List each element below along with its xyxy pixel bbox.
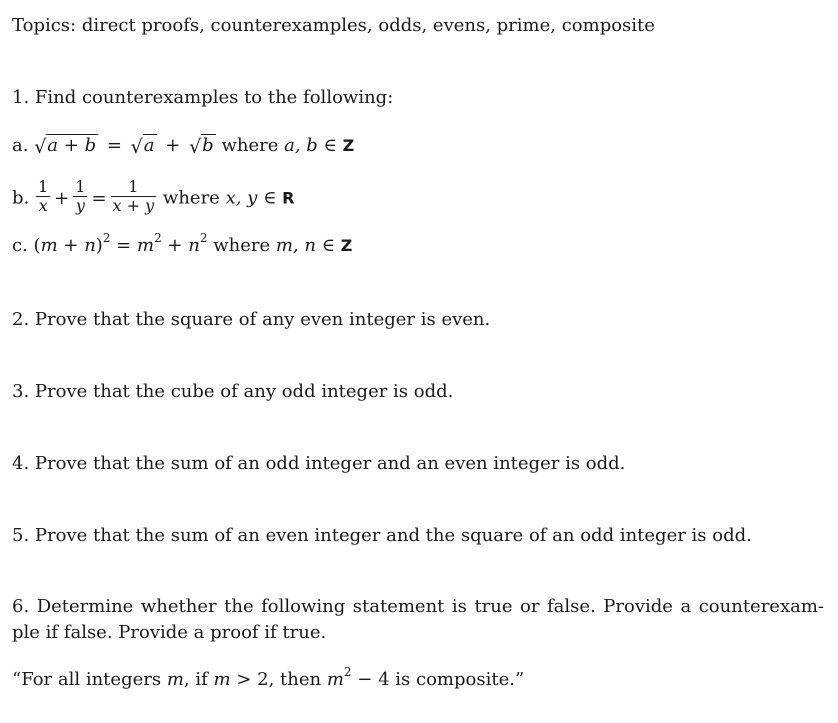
- q1b-label: b.: [12, 187, 30, 209]
- q1-item-a: a. √a + b = √a + √b where a, b ∈ Z: [12, 135, 355, 158]
- q1a-label: a.: [12, 135, 29, 156]
- q6-text: 6. Determine whether the following statement is true or false. Provide a counterexam-ple if false. Provide a proof if true.: [12, 596, 824, 643]
- q1a-elem: ∈: [323, 135, 337, 156]
- q1-heading: 1. Find counterexamples to the following:: [12, 87, 394, 108]
- q6-minus-four: − 4 is composite.”: [357, 669, 525, 690]
- topics-line: Topics: direct proofs, counterexamples, odds, evens, prime, composite: [12, 15, 655, 36]
- q1b-set: R: [282, 188, 295, 208]
- q4-text: 4. Prove that the sum of an odd integer and an even integer is odd.: [12, 453, 626, 474]
- frac-one-over-x: $\frac{1}{x}$: [37, 177, 49, 215]
- q1b-elem: ∈: [263, 187, 277, 209]
- sqrt-a: √a: [130, 135, 155, 158]
- q6-var-m-2: m: [213, 669, 231, 690]
- q5-text: 5. Prove that the sum of an even integer and the square of an odd integer is odd.: [12, 525, 752, 546]
- q6-comma-if: , if: [183, 669, 208, 690]
- q1b-vars: x, y: [225, 187, 258, 209]
- q1a-where: where: [221, 135, 279, 156]
- q1-item-b: b. $\frac{1}{x}$ + $\frac{1}{y}$ = $\frac{1}{x + y}$ where x, y ∈ R: [12, 177, 295, 215]
- q1a-set: Z: [342, 136, 355, 155]
- q1b-where: where: [162, 187, 220, 209]
- q1a-vars: a, b: [284, 135, 318, 156]
- q6-quote-open: “For all integers: [12, 669, 162, 690]
- frac-one-over-y: $\frac{1}{y}$: [75, 177, 86, 215]
- q6-m-squared: $m^2$: [326, 665, 352, 690]
- q1c-label: c.: [12, 235, 28, 256]
- q1-item-c: [12, 231, 824, 258]
- q1c-set: Z: [340, 236, 353, 255]
- q3-text: 3. Prove that the cube of any odd integer is odd.: [12, 381, 454, 402]
- frac-one-over-x-plus-y: $\frac{1}{x + y}$: [112, 177, 155, 215]
- q6-gt-then: > 2, then: [236, 669, 322, 690]
- sqrt-a-plus-b: √a + b: [34, 135, 97, 158]
- q2-text: 2. Prove that the square of any even integer is even.: [12, 309, 491, 330]
- q1c-where: where: [213, 235, 271, 256]
- q1c-elem: ∈: [321, 235, 336, 256]
- q1c-equation: $(m + n)^2 = m^2 + n^2$: [33, 231, 208, 256]
- q6-var-m: m: [166, 669, 184, 690]
- q6-statement: [12, 665, 824, 692]
- q1c-vars: m, n: [275, 235, 316, 256]
- sqrt-b: √b: [189, 135, 214, 158]
